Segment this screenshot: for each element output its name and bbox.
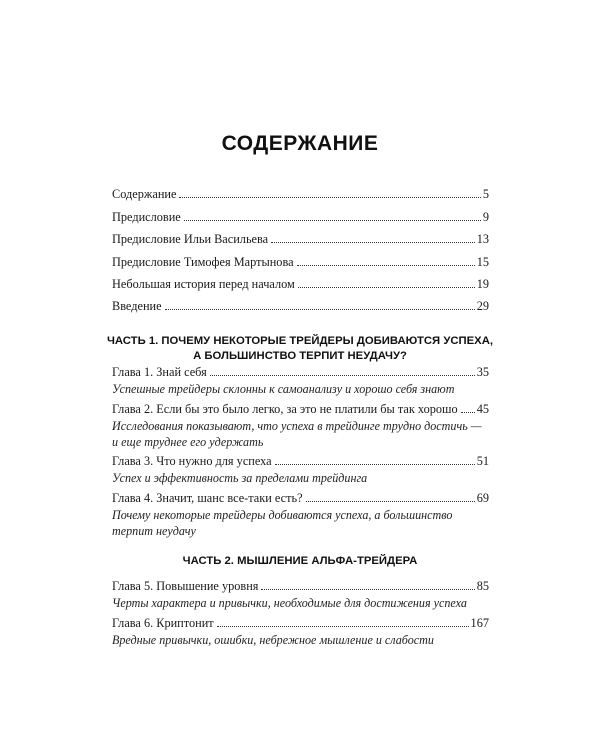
- toc-entry-page: 19: [476, 277, 489, 291]
- toc-entry-page: 29: [476, 299, 489, 313]
- dot-leader: [461, 411, 475, 413]
- dot-leader: [298, 286, 475, 288]
- toc-entry-label: Глава 4. Значит, шанс все-таки есть?: [112, 491, 303, 505]
- subtitle-line: терпит неудачу: [112, 524, 196, 538]
- dot-leader: [261, 588, 474, 590]
- dot-leader: [306, 500, 475, 502]
- page-title: СОДЕРЖАНИЕ: [221, 132, 379, 155]
- chapter-6-subtitle: [112, 632, 489, 648]
- toc-entry-chapter-6: [112, 616, 489, 631]
- chapter-1-subtitle: [112, 381, 489, 397]
- toc-entry-label: Содержание: [112, 187, 177, 201]
- toc-entry-page: 45: [476, 402, 489, 416]
- toc-entry-label: Предисловие Ильи Васильева: [112, 232, 269, 246]
- toc-entry-chapter-5: [112, 579, 489, 594]
- toc-entry-label: Небольшая история перед началом: [112, 277, 295, 291]
- toc-entry-page: 51: [476, 454, 489, 468]
- toc-entry-chapter-2: [112, 402, 489, 417]
- subtitle-line: Исследования показывают, что успеха в трейдинге трудно достичь —: [112, 419, 482, 433]
- toc-entry-label: Глава 2. Если бы это было легко, за это не платили бы так хорошо: [112, 402, 458, 416]
- dot-leader: [217, 625, 469, 627]
- toc-entry-label: Глава 5. Повышение уровня: [112, 579, 259, 593]
- toc-entry-page: 85: [476, 579, 489, 593]
- dot-leader: [271, 241, 475, 243]
- subtitle-line: Успех и эффективность за пределами трейдинга: [112, 471, 368, 485]
- toc-entry-chapter-1: [112, 365, 489, 380]
- toc-entry-page: 9: [482, 210, 489, 224]
- toc-entry-preface-vasilyev: [112, 232, 489, 247]
- subtitle-line: Успешные трейдеры склонны к самоанализу и хорошо себя знают: [112, 382, 455, 396]
- toc-entry-page: 5: [482, 187, 489, 201]
- toc-entry-label: Глава 6. Криптонит: [112, 616, 214, 630]
- toc-entry-page: 15: [476, 255, 489, 269]
- toc-entry-chapter-4: [112, 491, 489, 506]
- toc-entry-short-story: [112, 277, 489, 292]
- toc-entry-page: 167: [470, 616, 489, 630]
- subtitle-line: Вредные привычки, ошибки, небрежное мышление и слабости: [112, 633, 434, 647]
- toc-entry-preface-martynov: [112, 255, 489, 270]
- chapter-2-subtitle: [112, 418, 489, 450]
- subtitle-line: и еще труднее его удержать: [112, 435, 264, 449]
- chapter-4-subtitle: [112, 507, 489, 539]
- toc-entry-chapter-3: [112, 454, 489, 469]
- toc-entry-page: 69: [476, 491, 489, 505]
- toc-entry-label: Введение: [112, 299, 162, 313]
- dot-leader: [165, 308, 475, 310]
- dot-leader: [184, 219, 481, 221]
- part-heading-line: ЧАСТЬ 2. МЫШЛЕНИЕ АЛЬФА-ТРЕЙДЕРА: [182, 555, 418, 567]
- subtitle-line: Почему некоторые трейдеры добиваются успеха, а большинство: [112, 508, 453, 522]
- part-2-heading: [100, 554, 500, 569]
- toc-entry-label: Предисловие Тимофея Мартынова: [112, 255, 294, 269]
- toc-entry-page: 35: [476, 365, 489, 379]
- part-heading-line: ЧАСТЬ 1. ПОЧЕМУ НЕКОТОРЫЕ ТРЕЙДЕРЫ ДОБИВАЮТСЯ УСПЕХА,: [106, 335, 493, 347]
- toc-entry-introduction: [112, 299, 489, 314]
- toc-entry-page: 13: [476, 232, 489, 246]
- dot-leader: [210, 374, 475, 376]
- part-1-heading: [100, 334, 500, 364]
- chapter-3-subtitle: [112, 470, 489, 486]
- toc-entry-label: Предисловие: [112, 210, 181, 224]
- dot-leader: [275, 463, 475, 465]
- toc-entry-label: Глава 3. Что нужно для успеха: [112, 454, 272, 468]
- toc-entry-contents: [112, 187, 489, 202]
- dot-leader: [297, 264, 475, 266]
- toc-entry-preface: [112, 210, 489, 225]
- toc-entry-label: Глава 1. Знай себя: [112, 365, 207, 379]
- dot-leader: [179, 196, 480, 198]
- chapter-5-subtitle: [112, 595, 489, 611]
- part-heading-line: А БОЛЬШИНСТВО ТЕРПИТ НЕУДАЧУ?: [193, 350, 407, 362]
- subtitle-line: Черты характера и привычки, необходимые для достижения успеха: [112, 596, 467, 610]
